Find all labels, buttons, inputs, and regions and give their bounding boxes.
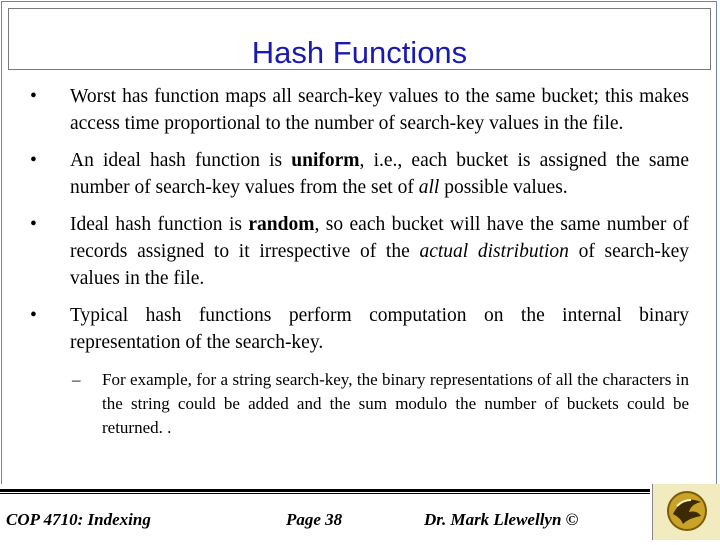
emphasis-all: all (418, 177, 440, 198)
footer (0, 484, 720, 540)
footer-author: Dr. Mark Llewellyn © (424, 510, 579, 529)
emphasis-actual-distribution: actual distribution (419, 241, 569, 262)
emphasis-random: random (248, 214, 315, 235)
bullet-text-part: An ideal hash function is (70, 150, 292, 171)
emphasis-uniform: uniform (291, 150, 360, 171)
bullet-text: Typical hash functions perform computation on the internal binary representation of the search-key. (70, 305, 689, 353)
footer-page: Page 38 (286, 510, 343, 529)
sub-bullet-dash: – (72, 370, 81, 389)
bullet-dot: • (30, 150, 37, 171)
title-box (8, 8, 711, 70)
bullet-text: Worst has function maps all search-key values to the same bucket; this makes access time proportional to the number of search-key values in the file. (70, 86, 689, 134)
bullet-text-part: possible values. (439, 177, 568, 198)
bullet-item (24, 147, 689, 201)
bullet-list (24, 83, 689, 440)
bullet-text-part: Ideal hash function is (70, 214, 249, 235)
slide-title: Hash Functions (251, 35, 468, 70)
bullet-dot: • (30, 305, 37, 326)
sub-bullet-text: For example, for a string search-key, the binary representations of all the characters in the string could be added and the sum modulo the number of buckets could be returned. . (102, 370, 689, 437)
bullet-item (24, 211, 689, 292)
footer-rule-thin (0, 493, 650, 494)
ucf-pegasus-logo-icon (652, 484, 720, 540)
footer-bar (0, 484, 652, 540)
sub-bullet-item (24, 368, 689, 440)
bullet-dot: • (30, 86, 37, 107)
bullet-text-part: of search-key values in the file. (70, 241, 690, 289)
footer-rule (0, 489, 650, 492)
bullet-item (24, 83, 689, 137)
bullet-item (24, 302, 689, 356)
bullet-dot: • (30, 214, 37, 235)
bullet-text-part: , i.e., each bucket is assigned the same number of search-key values from the set of (70, 150, 689, 198)
bullet-text-part: , so each bucket will have the same number of records assigned to it irrespective of the (70, 214, 689, 262)
footer-course: COP 4710: Indexing (6, 510, 151, 529)
